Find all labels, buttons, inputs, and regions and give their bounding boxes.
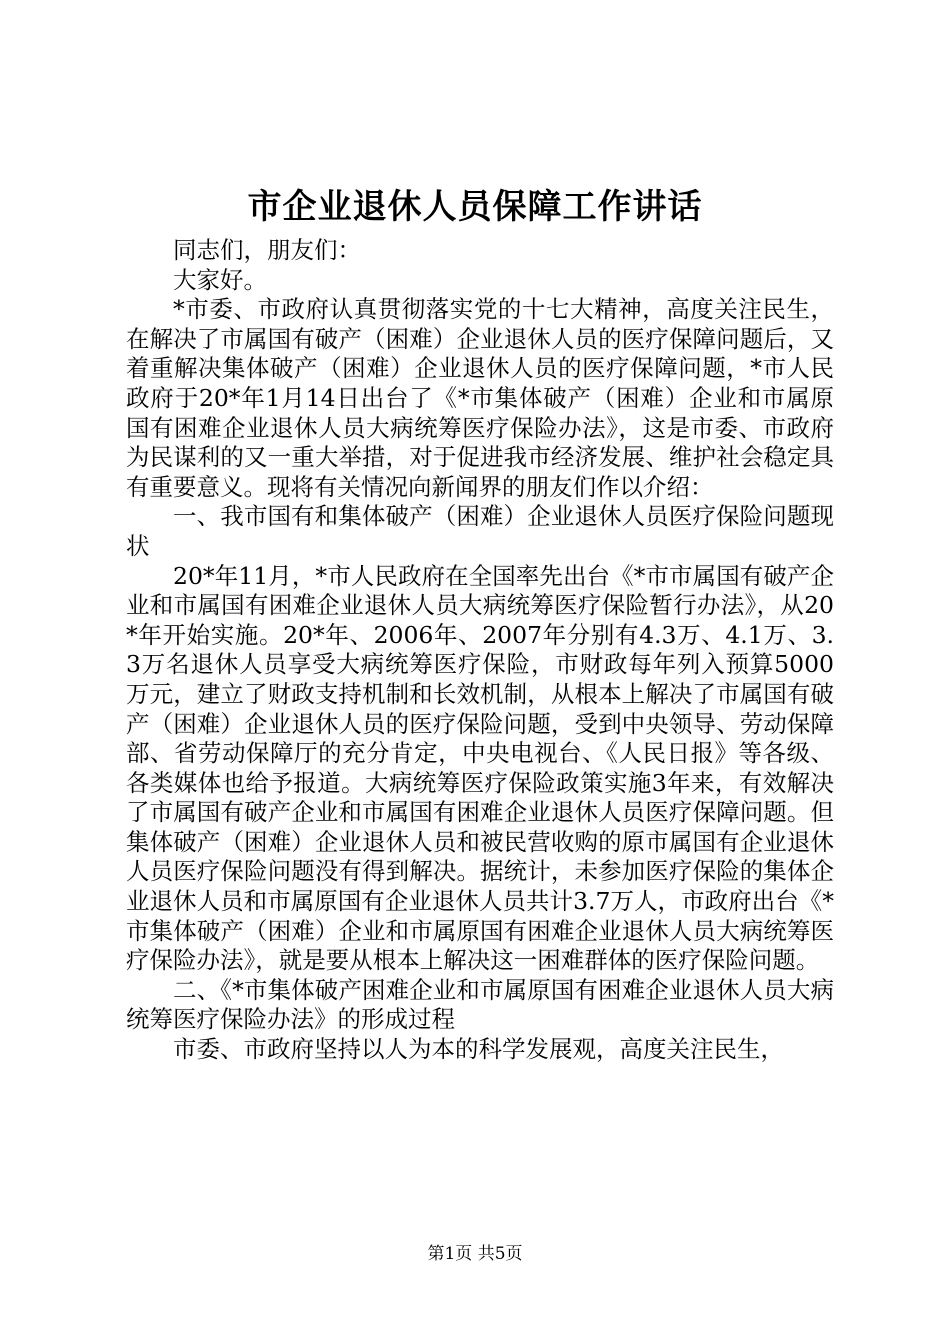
paragraph-greeting: 大家好。 [173,265,267,294]
section-heading-2: 二、《*市集体破产困难企业和市属原国有困难企业退休人员大病统筹医疗保险办法》的形成过程 [126,975,834,1034]
page-footer: 第1页 共5页 [427,1244,523,1264]
document-body [126,236,834,1065]
paragraph-intro: *市委、市政府认真贯彻落实党的十七大精神，高度关注民生，在解决了市属国有破产（困难）企业退休人员的医疗保障问题后，又着重解决集体破产（困难）企业退休人员的医疗保障问题，*市人民政府于20*年1月14日出台了《*市集体破产（困难）企业和市属原国有困难企业退休人员大病统筹医疗保险办法》，这是市委、市政府为民谋利的又一重大举措，对于促进我市经济发展、维护社会稳定具有重要意义。现将有关情况向新闻界的朋友们作以介绍： [126,295,834,501]
paragraph-section-1: 20*年11月，*市人民政府在全国率先出台《*市市属国有破产企业和市属国有困难企业退休人员大病统筹医疗保险暂行办法》，从20*年开始实施。20*年、2006年、2007年分别有4.3万、4.1万、3.3万名退休人员享受大病统筹医疗保险，市财政每年列入预算5000万元，建立了财政支持机制和长效机制，从根本上解决了市属国有破产（困难）企业退休人员的医疗保险问题，受到中央领导、劳动保障部、省劳动保障厅的充分肯定，中央电视台、《人民日报》等各级、各类媒体也给予报道。大病统筹医疗保险政策实施3年来，有效解决了市属国有破产企业和市属国有困难企业退休人员医疗保障问题。但集体破产（困难）企业退休人员和被民营收购的原市属国有企业退休人员医疗保险问题没有得到解决。据统计，未参加医疗保险的集体企业退休人员和市属原国有企业退休人员共计3.7万人，市政府出台《*市集体破产（困难）企业和市属原国有困难企业退休人员大病统筹医疗保险办法》，就是要从根本上解决这一困难群体的医疗保险问题。 [126,561,834,975]
paragraph-salutation: 同志们，朋友们： [173,236,361,264]
section-heading-1: 一、我市国有和集体破产（困难）企业退休人员医疗保险问题现状 [126,502,834,560]
paragraph-section-2: 市委、市政府坚持以人为本的科学发展观，高度关注民生， [173,1035,784,1064]
document-title: 市企业退休人员保障工作讲话 [247,187,703,227]
